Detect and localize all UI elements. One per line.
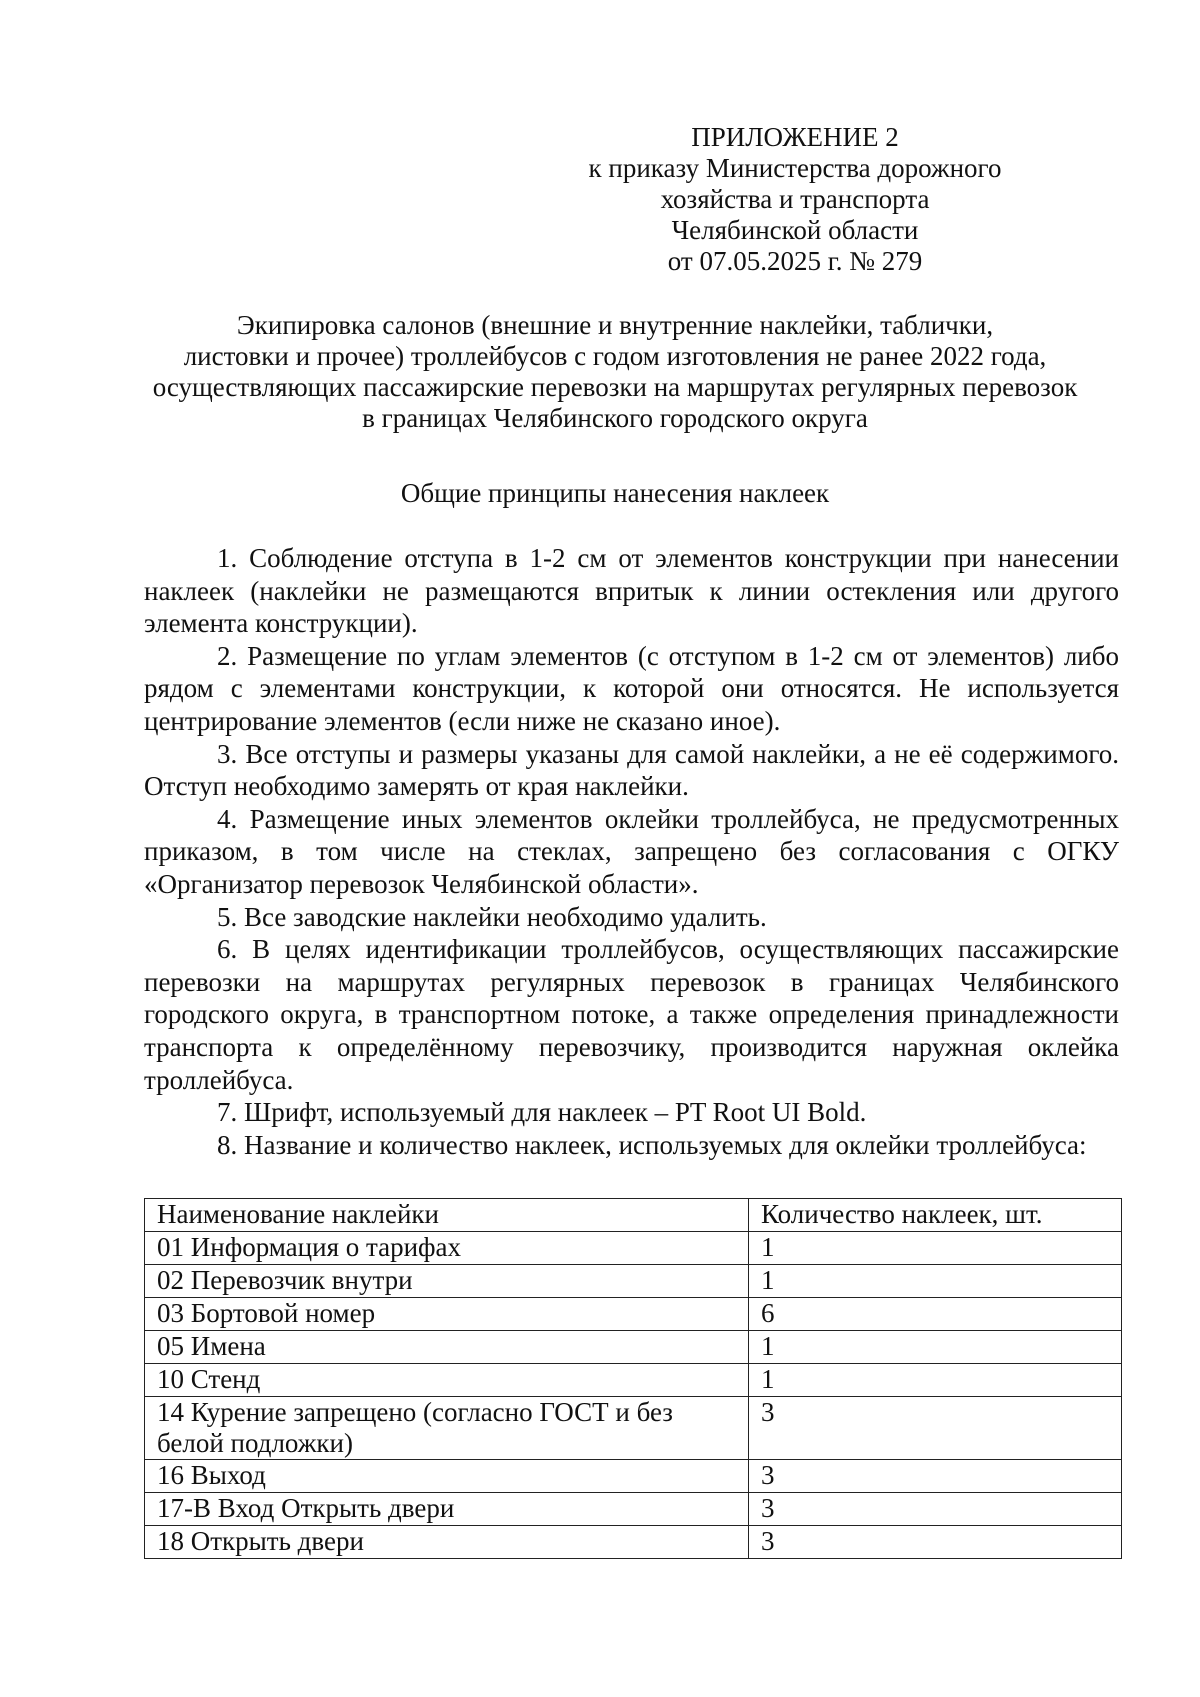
sticker-count-cell: 3 [749, 1397, 1122, 1460]
sticker-name-cell: 16 Выход [145, 1460, 749, 1493]
title-line: в границах Челябинского городского округа [362, 403, 868, 433]
table-row [145, 1265, 1122, 1298]
sticker-name-cell: 05 Имена [145, 1331, 749, 1364]
section-heading: Общие принципы нанесения наклеек [400, 478, 830, 508]
principle-item: 6. В целях идентификации троллейбусов, осуществляющих пассажирские перевозки на маршрутах регулярных перевозок в границах Челябинского городского округа, в транспортном потоке, а также определения принадлежности транспорта к определённому перевозчику, производится наружная оклейка троллейбуса. [144, 934, 1119, 1095]
sticker-table [144, 1198, 1122, 1559]
principle-item: 5. Все заводские наклейки необходимо удалить. [217, 901, 767, 932]
table-header-row [145, 1199, 1122, 1232]
appendix-date-line: от 07.05.2025 г. № 279 [667, 246, 923, 276]
principle-item: 4. Размещение иных элементов оклейки троллейбуса, не предусмотренных приказом, в том числе на стеклах, запрещено без согласования с ОГКУ «Организатор перевозок Челябинской области». [144, 803, 1119, 899]
sticker-name-cell: 01 Информация о тарифах [145, 1232, 749, 1265]
sticker-count-cell: 1 [749, 1364, 1122, 1397]
table-row [145, 1298, 1122, 1331]
table-row [145, 1526, 1122, 1559]
sticker-name-cell: 10 Стенд [145, 1364, 749, 1397]
sticker-count-cell: 3 [749, 1493, 1122, 1526]
table-row [145, 1232, 1122, 1265]
appendix-order-line: к приказу Министерства дорожного [588, 153, 1002, 183]
table-row [145, 1331, 1122, 1364]
sticker-count-cell: 1 [749, 1265, 1122, 1298]
sticker-name-cell: 14 Курение запрещено (согласно ГОСТ и без белой подложки) [145, 1397, 749, 1460]
sticker-count-cell: 3 [749, 1460, 1122, 1493]
sticker-name-cell: 17-В Вход Открыть двери [145, 1493, 749, 1526]
table-row [145, 1460, 1122, 1493]
table-row [145, 1493, 1122, 1526]
document-title [110, 310, 1120, 434]
sticker-count-cell: 1 [749, 1331, 1122, 1364]
header-sticker-name: Наименование наклейки [145, 1199, 749, 1232]
sticker-name-cell: 03 Бортовой номер [145, 1298, 749, 1331]
sticker-count-cell: 3 [749, 1526, 1122, 1559]
appendix-region-line: Челябинской области [671, 215, 919, 245]
principles-list [144, 542, 1119, 1161]
title-line: осуществляющих пассажирские перевозки на маршрутах регулярных перевозок [152, 372, 1078, 402]
sticker-count-cell: 6 [749, 1298, 1122, 1331]
appendix-ministry-line: хозяйства и транспорта [660, 184, 930, 214]
title-line: Экипировка салонов (внешние и внутренние наклейки, таблички, [236, 310, 994, 340]
sticker-name-cell: 18 Открыть двери [145, 1526, 749, 1559]
title-line: листовки и прочее) троллейбусов с годом изготовления не ранее 2022 года, [183, 341, 1047, 371]
principle-item: 8. Название и количество наклеек, используемых для оклейки троллейбуса: [217, 1129, 1087, 1160]
table-row [145, 1364, 1122, 1397]
principle-item: 7. Шрифт, используемый для наклеек – PT Root UI Bold. [217, 1097, 867, 1128]
principle-item: 3. Все отступы и размеры указаны для самой наклейки, а не её содержимого. Отступ необходимо замерять от края наклейки. [144, 738, 1119, 802]
appendix-number: ПРИЛОЖЕНИЕ 2 [691, 122, 899, 152]
sticker-count-cell: 1 [749, 1232, 1122, 1265]
appendix-block [560, 122, 1030, 277]
principle-item: 2. Размещение по углам элементов (с отступом в 1-2 см от элементов) либо рядом с элементами конструкции, к которой они относятся. Не используется центрирование элементов (если ниже не сказано иное). [144, 640, 1119, 736]
sticker-name-cell: 02 Перевозчик внутри [145, 1265, 749, 1298]
principle-item: 1. Соблюдение отступа в 1-2 см от элементов конструкции при нанесении наклеек (наклейки не размещаются впритык к линии остекления или другого элемента конструкции). [144, 543, 1119, 639]
header-sticker-count: Количество наклеек, шт. [749, 1199, 1122, 1232]
table-row [145, 1397, 1122, 1460]
